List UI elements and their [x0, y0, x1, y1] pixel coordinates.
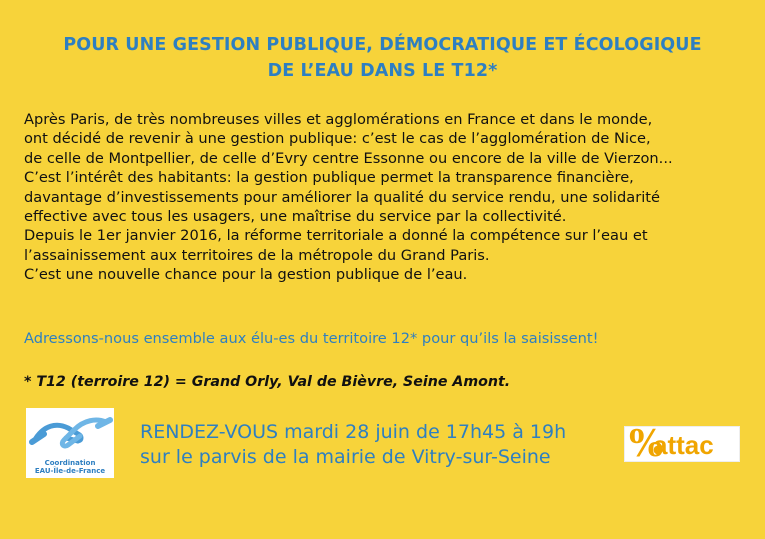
body-line: C’est une nouvelle chance pour la gestion publique de l’eau.	[24, 266, 468, 284]
body-line: davantage d’investissements pour améliorer la qualité du service rendu, une solidarité	[24, 188, 660, 206]
body-line: Depuis le 1er janvier 2016, la réforme territoriale a donné la compétence sur l’eau et	[24, 227, 648, 245]
percent-icon: %	[629, 423, 664, 465]
attac-logo	[624, 423, 740, 465]
footnote: * T12 (terroire 12) = Grand Orly, Val de Bièvre, Seine Amont.	[24, 374, 511, 390]
body-line: l’assainissement aux territoires de la métropole du Grand Paris.	[24, 246, 490, 264]
call-to-action: Adressons-nous ensemble aux élu-es du territoire 12* pour qu’ils la saisissent!	[24, 330, 599, 347]
rendezvous-date: RENDEZ-VOUS mardi 28 juin de 17h45 à 19h	[140, 421, 567, 443]
attac-wordmark: attac	[653, 430, 714, 460]
handshake-icon	[26, 408, 114, 458]
body-paragraph	[24, 110, 754, 285]
body-line: Après Paris, de très nombreuses villes et agglomérations en France et dans le monde,	[24, 111, 653, 128]
logo-caption-line-1: Coordination	[44, 459, 96, 467]
body-line: effective avec tous les usagers, une maîtrise du service par la collectivité.	[24, 208, 567, 226]
logo-caption	[26, 459, 114, 475]
headline	[0, 32, 765, 84]
rendezvous-place: sur le parvis de la mairie de Vitry-sur-Seine	[140, 446, 551, 468]
headline-line-2: DE L’EAU DANS LE T12*	[267, 61, 498, 81]
coordination-eau-logo	[26, 408, 114, 478]
rendezvous-info	[140, 420, 566, 470]
body-line: C’est l’intérêt des habitants: la gestion publique permet la transparence financière,	[24, 169, 634, 187]
logo-caption-line-2: EAU-Île-de-France	[34, 467, 106, 475]
body-line: ont décidé de revenir à une gestion publique: c’est le cas de l’agglomération de Nice,	[24, 130, 651, 148]
body-line: de celle de Montpellier, de celle d’Evry centre Essonne ou encore de la ville de Vierzon...	[24, 149, 673, 167]
headline-line-1: POUR UNE GESTION PUBLIQUE, DÉMOCRATIQUE ET ÉCOLOGIQUE	[63, 35, 702, 55]
